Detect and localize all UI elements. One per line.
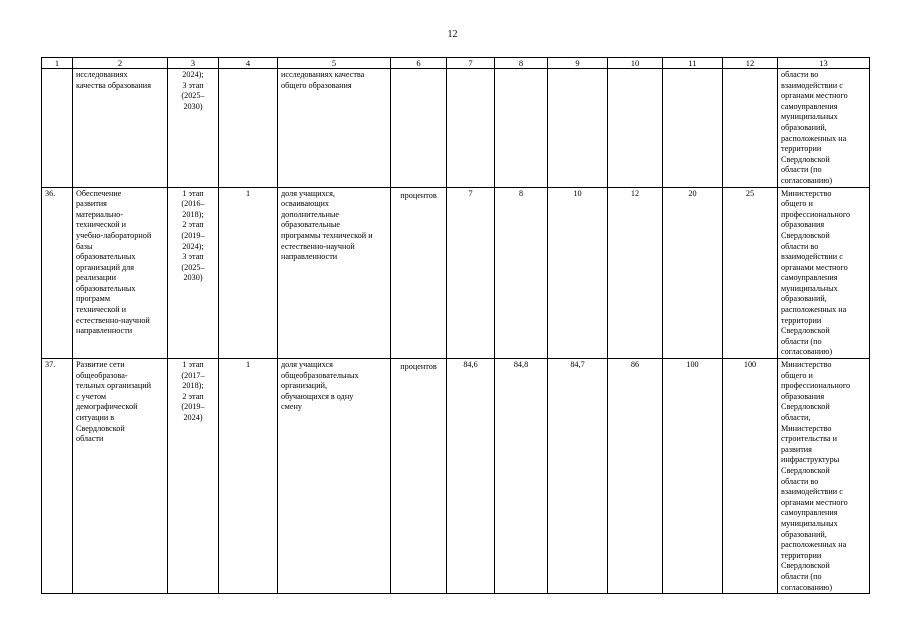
value-cell: 25 <box>723 187 778 359</box>
header-cell: 12 <box>723 58 778 69</box>
unit <box>391 69 447 188</box>
header-cell: 5 <box>278 58 391 69</box>
table-row <box>42 187 870 359</box>
unit: процентов <box>391 187 447 359</box>
stages: 1 этап (2016– 2018); 2 этап (2019– 2024); 3 этап (2025– 2030) <box>168 187 219 359</box>
header-cell: 9 <box>548 58 608 69</box>
responsible-executor: Министерство общего и профессионального образования Свердловской области, Министерство строительства и развития инфраструктуры Свердловской области во взаимодействии с органами местного самоуправления муниципальных образований, расположенных на территории Свердловской области (по согласованию) <box>778 359 870 594</box>
header-cell: 3 <box>168 58 219 69</box>
header-cell: 6 <box>391 58 447 69</box>
stages: 2024); 3 этап (2025– 2030) <box>168 69 219 188</box>
value-cell: 84,7 <box>548 359 608 594</box>
header-cell: 13 <box>778 58 870 69</box>
unit: процентов <box>391 359 447 594</box>
value-cell: 8 <box>495 187 548 359</box>
indicator-name: доля учащихся, осваивающих дополнительные образовательные программы технической и естественно-научной направленности <box>278 187 391 359</box>
indicator-name: исследованиях качества общего образования <box>278 69 391 188</box>
program-table <box>41 57 870 594</box>
responsible-executor: области во взаимодействии с органами местного самоуправления муниципальных образований, расположенных на территории Свердловской области (по согласованию) <box>778 69 870 188</box>
indicator-name: доля учащихся общеобразовательных организаций, обучающихся в одну смену <box>278 359 391 594</box>
responsible-executor: Министерство общего и профессионального образования Свердловской области во взаимодействии с органами местного самоуправления муниципальных образований, расположенных на территории Свердловской области (по согласованию) <box>778 187 870 359</box>
value-cell: 100 <box>663 359 723 594</box>
header-cell: 1 <box>42 58 73 69</box>
value-cell: 100 <box>723 359 778 594</box>
target-number <box>219 69 278 188</box>
value-cell: 84,8 <box>495 359 548 594</box>
value-cell <box>608 69 663 188</box>
target-number: 1 <box>219 359 278 594</box>
value-cell: 10 <box>548 187 608 359</box>
table-row <box>42 69 870 188</box>
header-row <box>42 58 870 69</box>
row-number: 36. <box>42 187 73 359</box>
row-number <box>42 69 73 188</box>
header-cell: 8 <box>495 58 548 69</box>
value-cell: 84,6 <box>447 359 495 594</box>
row-number: 37. <box>42 359 73 594</box>
value-cell: 7 <box>447 187 495 359</box>
value-cell: 20 <box>663 187 723 359</box>
value-cell: 86 <box>608 359 663 594</box>
header-cell: 4 <box>219 58 278 69</box>
activity-name: исследованиях качества образования <box>73 69 168 188</box>
table-row <box>42 359 870 594</box>
value-cell: 12 <box>608 187 663 359</box>
value-cell <box>548 69 608 188</box>
header-cell: 7 <box>447 58 495 69</box>
activity-name: Развитие сети общеобразова- тельных организаций с учетом демографической ситуации в Свердловской области <box>73 359 168 594</box>
stages: 1 этап (2017– 2018); 2 этап (2019– 2024) <box>168 359 219 594</box>
value-cell <box>723 69 778 188</box>
header-cell: 2 <box>73 58 168 69</box>
value-cell <box>663 69 723 188</box>
activity-name: Обеспечение развития материально- технической и учебно-лабораторной базы образовательных организаций для реализации образовательных программ технической и естественно-научной направленности <box>73 187 168 359</box>
value-cell <box>495 69 548 188</box>
target-number: 1 <box>219 187 278 359</box>
header-cell: 10 <box>608 58 663 69</box>
value-cell <box>447 69 495 188</box>
header-cell: 11 <box>663 58 723 69</box>
page-number: 12 <box>447 29 458 40</box>
